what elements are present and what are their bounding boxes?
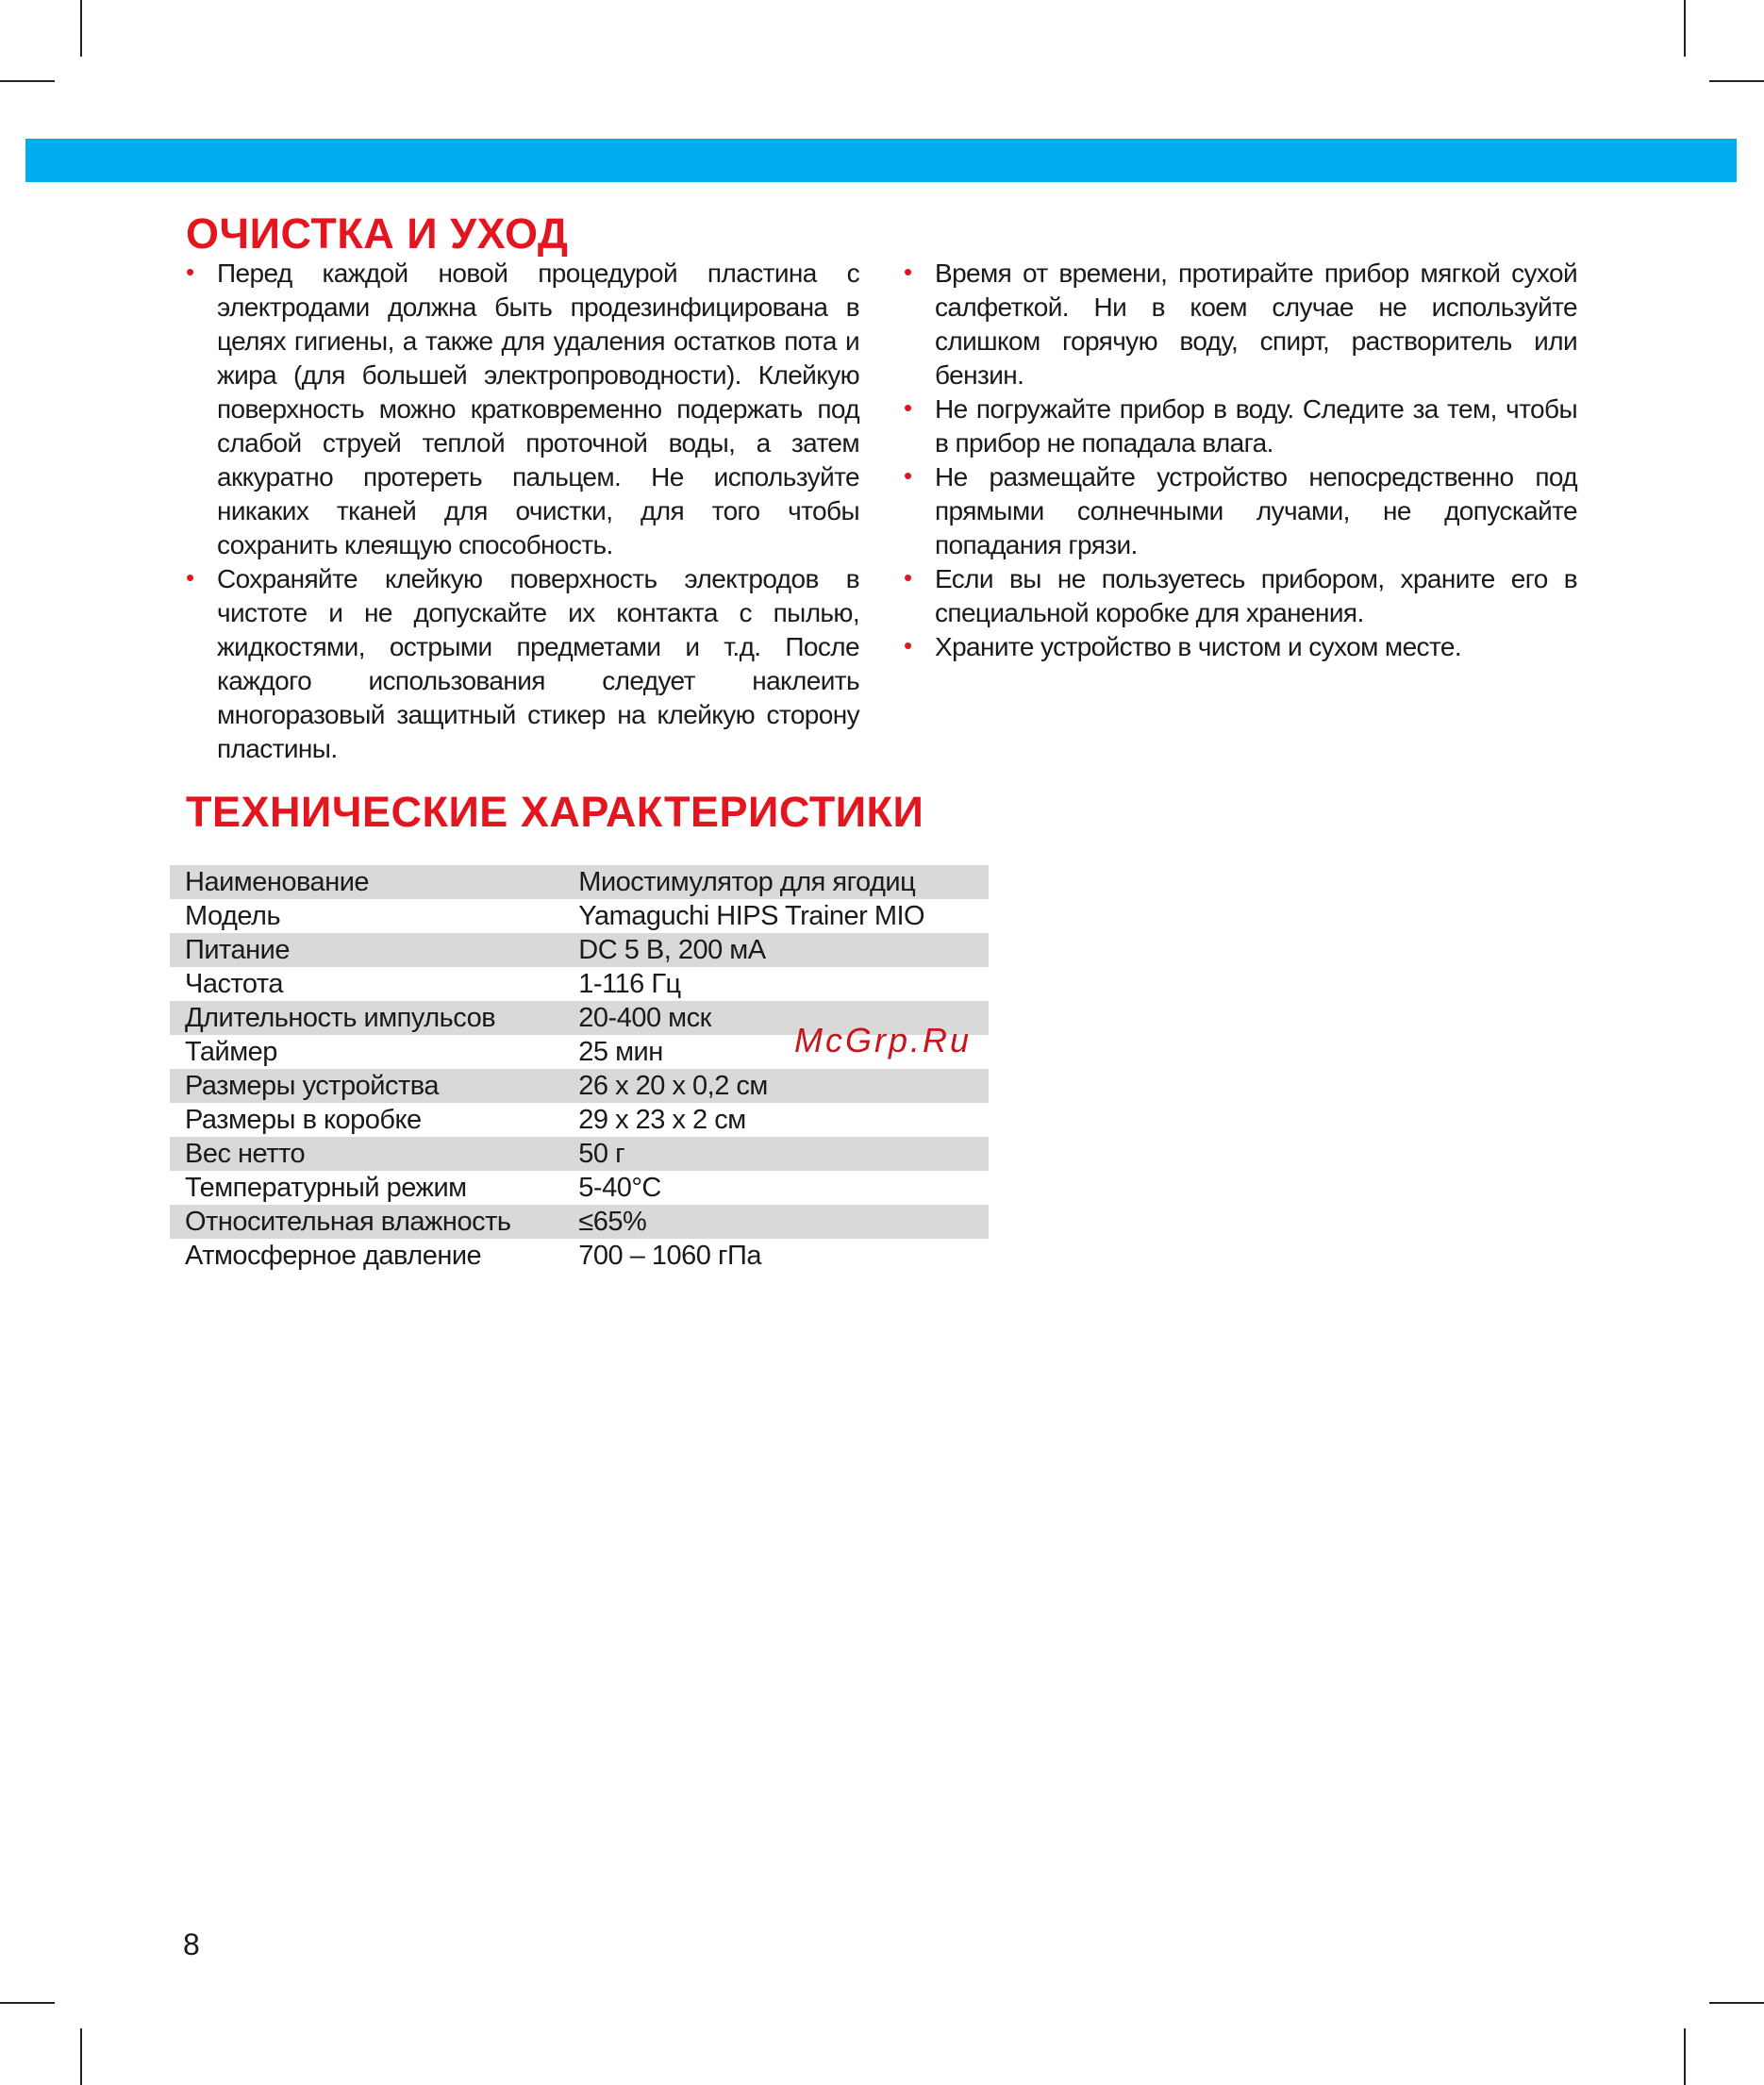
spec-label: Питание — [170, 933, 573, 967]
bullet-icon: • — [904, 461, 912, 490]
spec-label: Вес нетто — [170, 1137, 573, 1171]
list-item-text: Сохраняйте клейкую поверхность электродов в чистоте и не допускайте их контакта с пылью, жидкостями, острыми предметами и т.д. После каждого использования следует наклеить многоразовый защитный стикер на клейкую сторону пластины. — [217, 564, 859, 763]
spec-label: Наименование — [170, 865, 573, 899]
table-row — [170, 899, 989, 933]
table-row — [170, 933, 989, 967]
bullet-icon: • — [904, 393, 912, 422]
spec-value: 20-400 мск — [573, 1001, 989, 1035]
bullet-icon: • — [186, 563, 194, 592]
table-row — [170, 1171, 989, 1205]
spec-value: 5-40°С — [578, 1173, 661, 1203]
spec-value: 700 – 1060 гПа — [578, 1241, 762, 1271]
table-row — [170, 1137, 989, 1171]
list-item-text: Время от времени, протирайте прибор мягкой сухой салфеткой. Ни в коем случае не используйте слишком горячую воду, спирт, растворитель или бензин. — [935, 259, 1577, 390]
spec-label: Модель — [185, 901, 281, 931]
crop-mark — [0, 2002, 55, 2004]
spec-value: 50 г — [573, 1137, 989, 1171]
spec-value: DC 5 В, 200 мА — [573, 933, 989, 967]
spec-label: Размеры устройства — [170, 1069, 573, 1103]
list-item — [186, 257, 859, 562]
list-item — [904, 460, 1577, 562]
page-number: 8 — [183, 1927, 200, 1961]
list-item — [186, 562, 859, 766]
list-item — [904, 257, 1577, 392]
list-item-text: Если вы не пользуетесь прибором, храните его в специальной коробке для хранения. — [935, 564, 1577, 627]
spec-value: 29 х 23 х 2 см — [578, 1105, 746, 1135]
crop-mark — [1684, 0, 1686, 57]
cleaning-list-right — [904, 257, 1577, 664]
list-item — [904, 562, 1577, 630]
spec-value: 25 мин — [578, 1037, 663, 1067]
spec-value: 1-116 Гц — [578, 969, 681, 999]
list-item — [904, 630, 1577, 664]
spec-label: Длительность импульсов — [170, 1001, 573, 1035]
crop-mark — [80, 0, 82, 57]
bullet-icon: • — [904, 631, 912, 659]
spec-label: Атмосферное давление — [185, 1241, 482, 1271]
spec-value: 26 х 20 х 0,2 см — [573, 1069, 989, 1103]
spec-value: ≤65% — [573, 1205, 989, 1239]
cleaning-title: ОЧИСТКА И УХОД — [186, 209, 569, 258]
table-row — [170, 1205, 989, 1239]
list-item — [904, 392, 1577, 460]
crop-mark — [0, 80, 55, 82]
spec-label: Частота — [185, 969, 283, 999]
table-row — [170, 1069, 989, 1103]
bullet-icon: • — [904, 563, 912, 592]
spec-label: Относительная влажность — [170, 1205, 573, 1239]
table-row — [170, 1103, 989, 1137]
specs-table — [170, 865, 989, 1273]
specs-title: ТЕХНИЧЕСКИЕ ХАРАКТЕРИСТИКИ — [186, 788, 924, 836]
spec-label: Таймер — [185, 1037, 277, 1067]
spec-value: Yamaguchi HIPS Trainer MIO — [578, 901, 925, 931]
crop-mark — [80, 2028, 82, 2085]
spec-label: Размеры в коробке — [185, 1105, 422, 1135]
table-row — [170, 1239, 989, 1273]
header-color-bar — [25, 139, 1737, 182]
crop-mark — [1709, 80, 1764, 82]
table-row — [170, 967, 989, 1001]
bullet-icon: • — [186, 258, 194, 286]
cleaning-list-left — [186, 257, 859, 766]
spec-value: Миостимулятор для ягодиц — [573, 865, 989, 899]
watermark-text: McGrp.Ru — [794, 1021, 973, 1059]
list-item-text: Храните устройство в чистом и сухом месте. — [935, 632, 1462, 661]
list-item-text: Не размещайте устройство непосредственно под прямыми солнечными лучами, не допускайте попадания грязи. — [935, 462, 1577, 559]
spec-label: Температурный режим — [185, 1173, 467, 1203]
list-item-text: Не погружайте прибор в воду. Следите за тем, чтобы в прибор не попадала влага. — [935, 394, 1577, 458]
crop-mark — [1709, 2002, 1764, 2004]
list-item-text: Перед каждой новой процедурой пластина с электродами должна быть продезинфицирована в целях гигиены, а также для удаления остатков пота и жира (для большей электропроводности). Клейкую поверхность можно кратковременно подержать под слабой струей теплой проточной воды, а затем аккуратно протереть пальцем. Не используйте никаких тканей для очистки, для того чтобы сохранить клеящую способность. — [217, 259, 859, 559]
table-row — [170, 865, 989, 899]
crop-mark — [1684, 2028, 1686, 2085]
bullet-icon: • — [904, 258, 912, 286]
